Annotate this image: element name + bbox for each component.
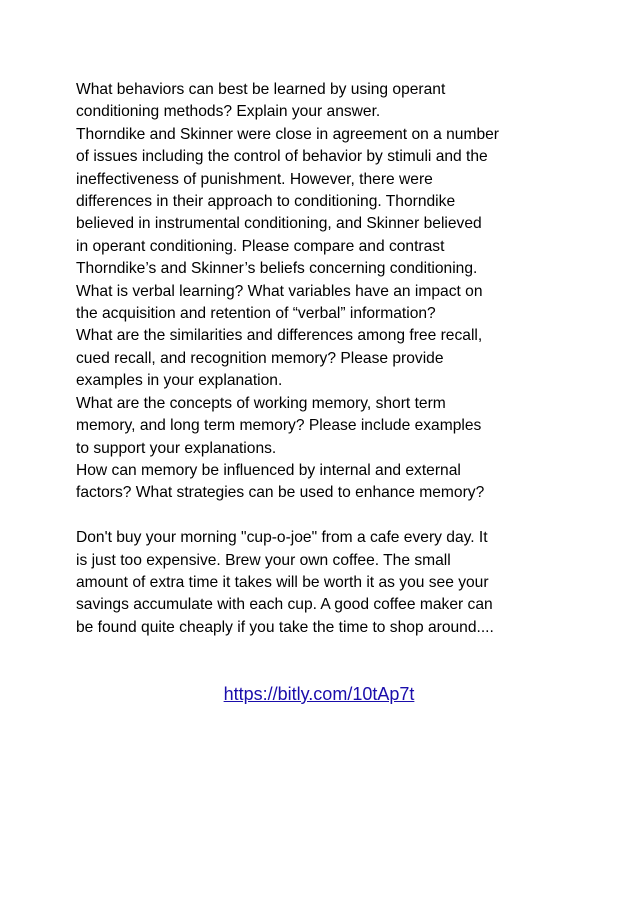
coffee-paragraph: Don't buy your morning "cup-o-joe" from a cafe every day. It is just too expensive. Brew your own coffee. The small amount of extra time it takes will be worth it as you see your savings accumulate with each cup. A good coffee maker can be found quite cheaply if you take the time to shop around....	[76, 529, 494, 636]
link-container	[0, 682, 638, 706]
paragraph-spacer	[76, 505, 576, 527]
questions-paragraph: What behaviors can best be learned by using operant conditioning methods? Explain your answer. Thorndike and Skinner were close in agreement on a number of issues including the control of behavior by stimuli and the ineffectiveness of punishment. However, there were differences in their approach to conditioning. Thorndike believed in instrumental conditioning, and Skinner believed in operant conditioning. Please compare and contrast Thorndike’s and Skinner’s beliefs concerning conditioning. What is verbal learning? What variables have an impact on the acquisition and retention of “verbal” information? What are the similarities and differences among free recall, cued recall, and recognition memory? Please provide examples in your explanation. What are the concepts of working memory, short term memory, and long term memory? Please include examples to support your explanations. How can memory be influenced by internal and external factors? What strategies can be used to enhance memory?	[76, 81, 500, 502]
shortened-url-link[interactable]: https://bitly.com/10tAp7t	[223, 684, 415, 704]
document-body	[76, 79, 576, 639]
